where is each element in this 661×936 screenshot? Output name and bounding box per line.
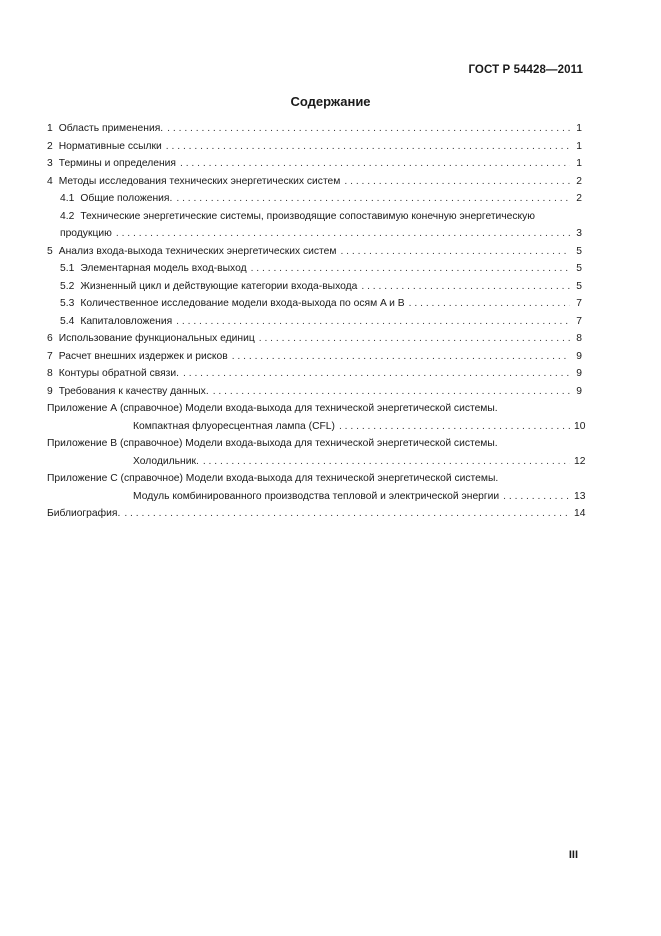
toc-number: 5	[47, 245, 53, 257]
toc-title: Библиография.	[47, 508, 121, 519]
toc-number: 7	[47, 350, 53, 362]
leader-dots	[203, 453, 570, 471]
appendix-label: Приложение С (справочное) Модели входа-выхода для технической энергетической системы.	[47, 473, 499, 484]
leader-dots	[340, 243, 570, 261]
toc-page: 12	[574, 455, 586, 467]
toc-number: 1	[47, 123, 53, 134]
toc-entry-5-3[interactable]	[47, 295, 582, 313]
toc-entry-5-1[interactable]	[47, 260, 582, 278]
toc-page: 3	[576, 228, 582, 239]
toc-title-continued: продукцию	[60, 228, 112, 239]
toc-entry-4-1[interactable]	[47, 190, 582, 208]
toc-number: 8	[47, 368, 53, 379]
toc-number: 3	[47, 158, 53, 169]
toc-title: Требования к качеству данных.	[58, 385, 209, 397]
toc-page: 9	[576, 350, 582, 362]
toc-entry-3[interactable]	[47, 155, 582, 173]
leader-dots	[503, 488, 570, 506]
toc-page: 10	[574, 420, 586, 432]
leader-dots	[361, 278, 570, 296]
toc-number: 6	[47, 333, 53, 344]
leader-dots	[176, 190, 570, 208]
toc-title: Анализ входа-выхода технических энергетических систем	[58, 245, 337, 257]
leader-dots	[183, 365, 570, 383]
table-of-contents	[47, 120, 586, 523]
leader-dots	[344, 173, 570, 191]
leader-dots	[116, 225, 570, 243]
leader-dots	[232, 348, 570, 366]
toc-entry-bibliography[interactable]	[47, 505, 586, 523]
toc-number: 2	[47, 140, 53, 152]
toc-page: 9	[576, 368, 582, 379]
toc-appendix-c[interactable]	[47, 470, 586, 505]
leader-dots	[167, 120, 570, 138]
leader-dots	[213, 383, 570, 401]
leader-dots	[409, 295, 570, 313]
toc-title: Использование функциональных единиц	[58, 333, 255, 344]
toc-title: Общие положения.	[80, 193, 173, 204]
toc-entry-1[interactable]	[47, 120, 582, 138]
document-code: ГОСТ Р 54428—2011	[468, 64, 583, 76]
toc-entry-8[interactable]	[47, 365, 582, 383]
toc-title: Элементарная модель вход-выход	[80, 263, 247, 274]
toc-number: 5.2	[60, 280, 75, 292]
leader-dots	[339, 418, 570, 436]
toc-title: Технические энергетические системы, производящие сопоставимую конечную энергетическую	[80, 210, 536, 222]
toc-page: 1	[576, 158, 582, 169]
appendix-title: Модуль комбинированного производства тепловой и электрической энергии	[133, 490, 500, 502]
toc-page: 7	[576, 298, 582, 309]
leader-dots	[251, 260, 570, 278]
toc-number: 5.3	[60, 298, 75, 309]
toc-number: 4	[47, 175, 53, 187]
toc-entry-6[interactable]	[47, 330, 582, 348]
appendix-title: Холодильник.	[133, 455, 199, 467]
toc-number: 4.1	[60, 193, 75, 204]
toc-page: 8	[576, 333, 582, 344]
toc-title: Капиталовложения	[80, 315, 173, 327]
toc-appendix-b[interactable]	[47, 435, 586, 470]
toc-entry-2[interactable]	[47, 138, 582, 156]
toc-title: Термины и определения	[58, 158, 176, 169]
toc-title: Методы исследования технических энергетических систем	[58, 175, 341, 187]
toc-page: 5	[576, 263, 582, 274]
toc-number: 5.4	[60, 315, 75, 327]
appendix-label: Приложение В (справочное) Модели входа-выхода для технической энергетической системы.	[47, 438, 498, 449]
toc-appendix-a[interactable]	[47, 400, 586, 435]
toc-title: Область применения.	[58, 123, 164, 134]
toc-title: Жизненный цикл и действующие категории входа-выхода	[80, 280, 358, 292]
leader-dots	[124, 505, 570, 523]
toc-title: Количественное исследование модели входа-выхода по осям A и B	[80, 298, 405, 309]
toc-title: Расчет внешних издержек и рисков	[58, 350, 228, 362]
toc-number: 9	[47, 385, 53, 397]
leader-dots	[166, 138, 570, 156]
appendix-title: Компактная флуоресцентная лампа (CFL)	[133, 420, 335, 432]
toc-number: 4.2	[60, 210, 75, 222]
leader-dots	[176, 313, 570, 331]
toc-entry-5-2[interactable]	[47, 278, 582, 296]
leader-dots	[180, 155, 570, 173]
toc-entry-9[interactable]	[47, 383, 582, 401]
toc-number: 5.1	[60, 263, 75, 274]
appendix-label: Приложение А (справочное) Модели входа-выхода для технической энергетической системы.	[47, 403, 498, 414]
toc-entry-5[interactable]	[47, 243, 582, 261]
page-number: III	[568, 849, 578, 861]
toc-page: 5	[576, 280, 582, 292]
toc-page: 1	[576, 123, 582, 134]
toc-page: 14	[574, 508, 586, 519]
toc-title: Нормативные ссылки	[58, 140, 162, 152]
toc-page: 2	[576, 175, 582, 187]
toc-page: 5	[576, 245, 582, 257]
toc-page: 2	[576, 193, 582, 204]
toc-entry-4[interactable]	[47, 173, 582, 191]
toc-page: 13	[574, 490, 586, 502]
toc-title: Контуры обратной связи.	[58, 368, 180, 379]
page-title: Содержание	[290, 94, 371, 109]
toc-page: 9	[576, 385, 582, 397]
toc-page: 7	[576, 315, 582, 327]
toc-entry-7[interactable]	[47, 348, 582, 366]
leader-dots	[259, 330, 570, 348]
toc-entry-5-4[interactable]	[47, 313, 582, 331]
toc-entry-4-2[interactable]	[47, 208, 582, 243]
toc-page: 1	[576, 140, 582, 152]
